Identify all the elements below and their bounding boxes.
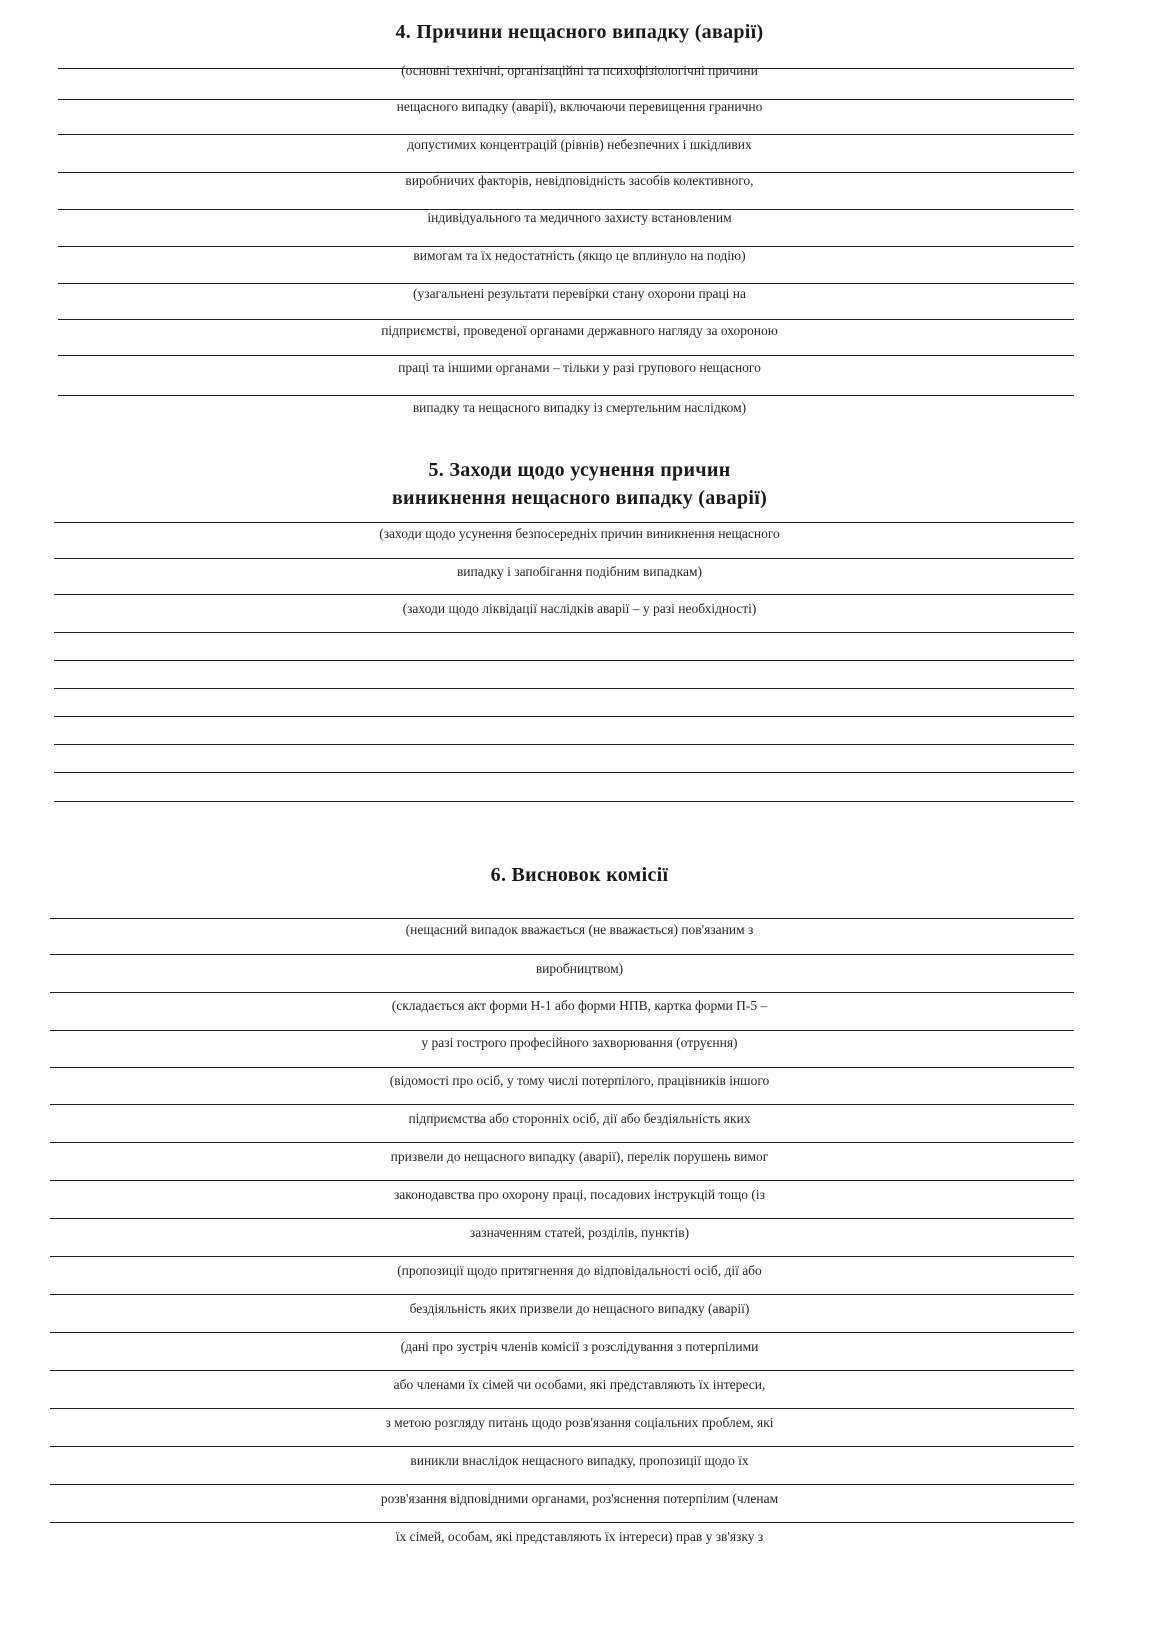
fill-line <box>58 283 1074 284</box>
fill-line <box>50 992 1074 993</box>
fill-line <box>54 772 1074 773</box>
fill-line <box>58 134 1074 135</box>
field-caption: їх сімей, особам, які представляють їх інтереси) прав у зв'язку з <box>395 1529 764 1544</box>
fill-line <box>54 744 1074 745</box>
field-caption: виробництвом) <box>535 961 624 976</box>
fill-line <box>58 355 1074 356</box>
field-caption: (складається акт форми Н-1 або форми НПВ, картка форми П-5 – <box>391 998 768 1013</box>
section-5-title-line-1: 5. Заходи щодо усунення причин <box>428 459 731 481</box>
fill-line <box>50 1256 1074 1257</box>
field-caption: (пропозиції щодо притягнення до відповідальності осіб, дії або <box>397 1263 762 1278</box>
fill-line <box>50 1104 1074 1105</box>
field-caption: бездіяльність яких призвели до нещасного випадку (аварії) <box>409 1301 750 1316</box>
field-caption: вимогам та їх недостатність (якщо це вплинуло на подію) <box>413 248 746 263</box>
field-caption: (основні технічні, організаційні та психофізіологічні причини <box>401 63 758 78</box>
fill-line <box>50 1370 1074 1371</box>
fill-line <box>50 1522 1074 1523</box>
fill-line <box>50 1332 1074 1333</box>
fill-line <box>50 1446 1074 1447</box>
fill-line <box>50 1408 1074 1409</box>
fill-line <box>50 1142 1074 1143</box>
fill-line <box>54 594 1074 595</box>
fill-line <box>54 558 1074 559</box>
fill-line <box>54 632 1074 633</box>
fill-line <box>50 954 1074 955</box>
section-6-title: 6. Висновок комісії <box>490 864 669 886</box>
field-caption: (нещасний випадок вважається (не вважається) пов'язаним з <box>405 922 754 937</box>
field-caption: (узагальнені результати перевірки стану охорони праці на <box>412 286 747 301</box>
section-5-title-line-2: виникнення нещасного випадку (аварії) <box>391 487 768 509</box>
field-caption: випадку та нещасного випадку із смертельним наслідком) <box>412 400 747 415</box>
fill-line <box>50 1218 1074 1219</box>
field-caption: підприємства або сторонніх осіб, дії або бездіяльність яких <box>408 1111 751 1126</box>
fill-line <box>54 716 1074 717</box>
field-caption: з метою розгляду питань щодо розв'язання соціальних проблем, які <box>385 1415 774 1430</box>
field-caption: праці та іншими органами – тільки у разі групового нещасного <box>398 360 761 375</box>
field-caption: індивідуального та медичного захисту встановленим <box>427 210 732 225</box>
fill-line <box>54 688 1074 689</box>
fill-line <box>54 660 1074 661</box>
field-caption: (дані про зустріч членів комісії з розслідування з потерпілими <box>400 1339 759 1354</box>
field-caption: випадку і запобігання подібним випадкам) <box>456 564 703 579</box>
fill-line <box>54 801 1074 802</box>
fill-line <box>50 1180 1074 1181</box>
field-caption: розв'язання відповідними органами, роз'яснення потерпілим (членам <box>380 1491 779 1506</box>
field-caption: законодавства про охорону праці, посадових інструкцій тощо (із <box>393 1187 766 1202</box>
fill-line <box>58 319 1074 320</box>
field-caption: (заходи щодо усунення безпосередніх причин виникнення нещасного <box>379 526 780 541</box>
field-caption: у разі гострого професійного захворювання (отруєння) <box>421 1035 738 1050</box>
field-caption: виникли внаслідок нещасного випадку, пропозиції щодо їх <box>410 1453 749 1468</box>
field-caption: зазначенням статей, розділів, пунктів) <box>469 1225 690 1240</box>
field-caption: призвели до нещасного випадку (аварії), перелік порушень вимог <box>390 1149 769 1164</box>
field-caption: (відомості про осіб, у тому числі потерпілого, працівників іншого <box>389 1073 770 1088</box>
section-4-title: 4. Причини нещасного випадку (аварії) <box>395 21 764 43</box>
field-caption: нещасного випадку (аварії), включаючи перевищення гранично <box>396 99 763 114</box>
fill-line <box>54 522 1074 523</box>
fill-line <box>58 395 1074 396</box>
field-caption: (заходи щодо ліквідації наслідків аварії – у разі необхідності) <box>402 601 757 616</box>
field-caption: або членами їх сімей чи особами, які представляють їх інтереси, <box>393 1377 766 1392</box>
fill-line <box>50 1030 1074 1031</box>
field-caption: підприємстві, проведеної органами державного нагляду за охороною <box>381 323 778 338</box>
field-caption: виробничих факторів, невідповідність засобів колективного, <box>405 173 754 188</box>
fill-line <box>50 1294 1074 1295</box>
field-caption: допустимих концентрацій (рівнів) небезпечних і шкідливих <box>407 137 752 152</box>
fill-line <box>50 1067 1074 1068</box>
fill-line <box>50 1484 1074 1485</box>
fill-line <box>50 918 1074 919</box>
